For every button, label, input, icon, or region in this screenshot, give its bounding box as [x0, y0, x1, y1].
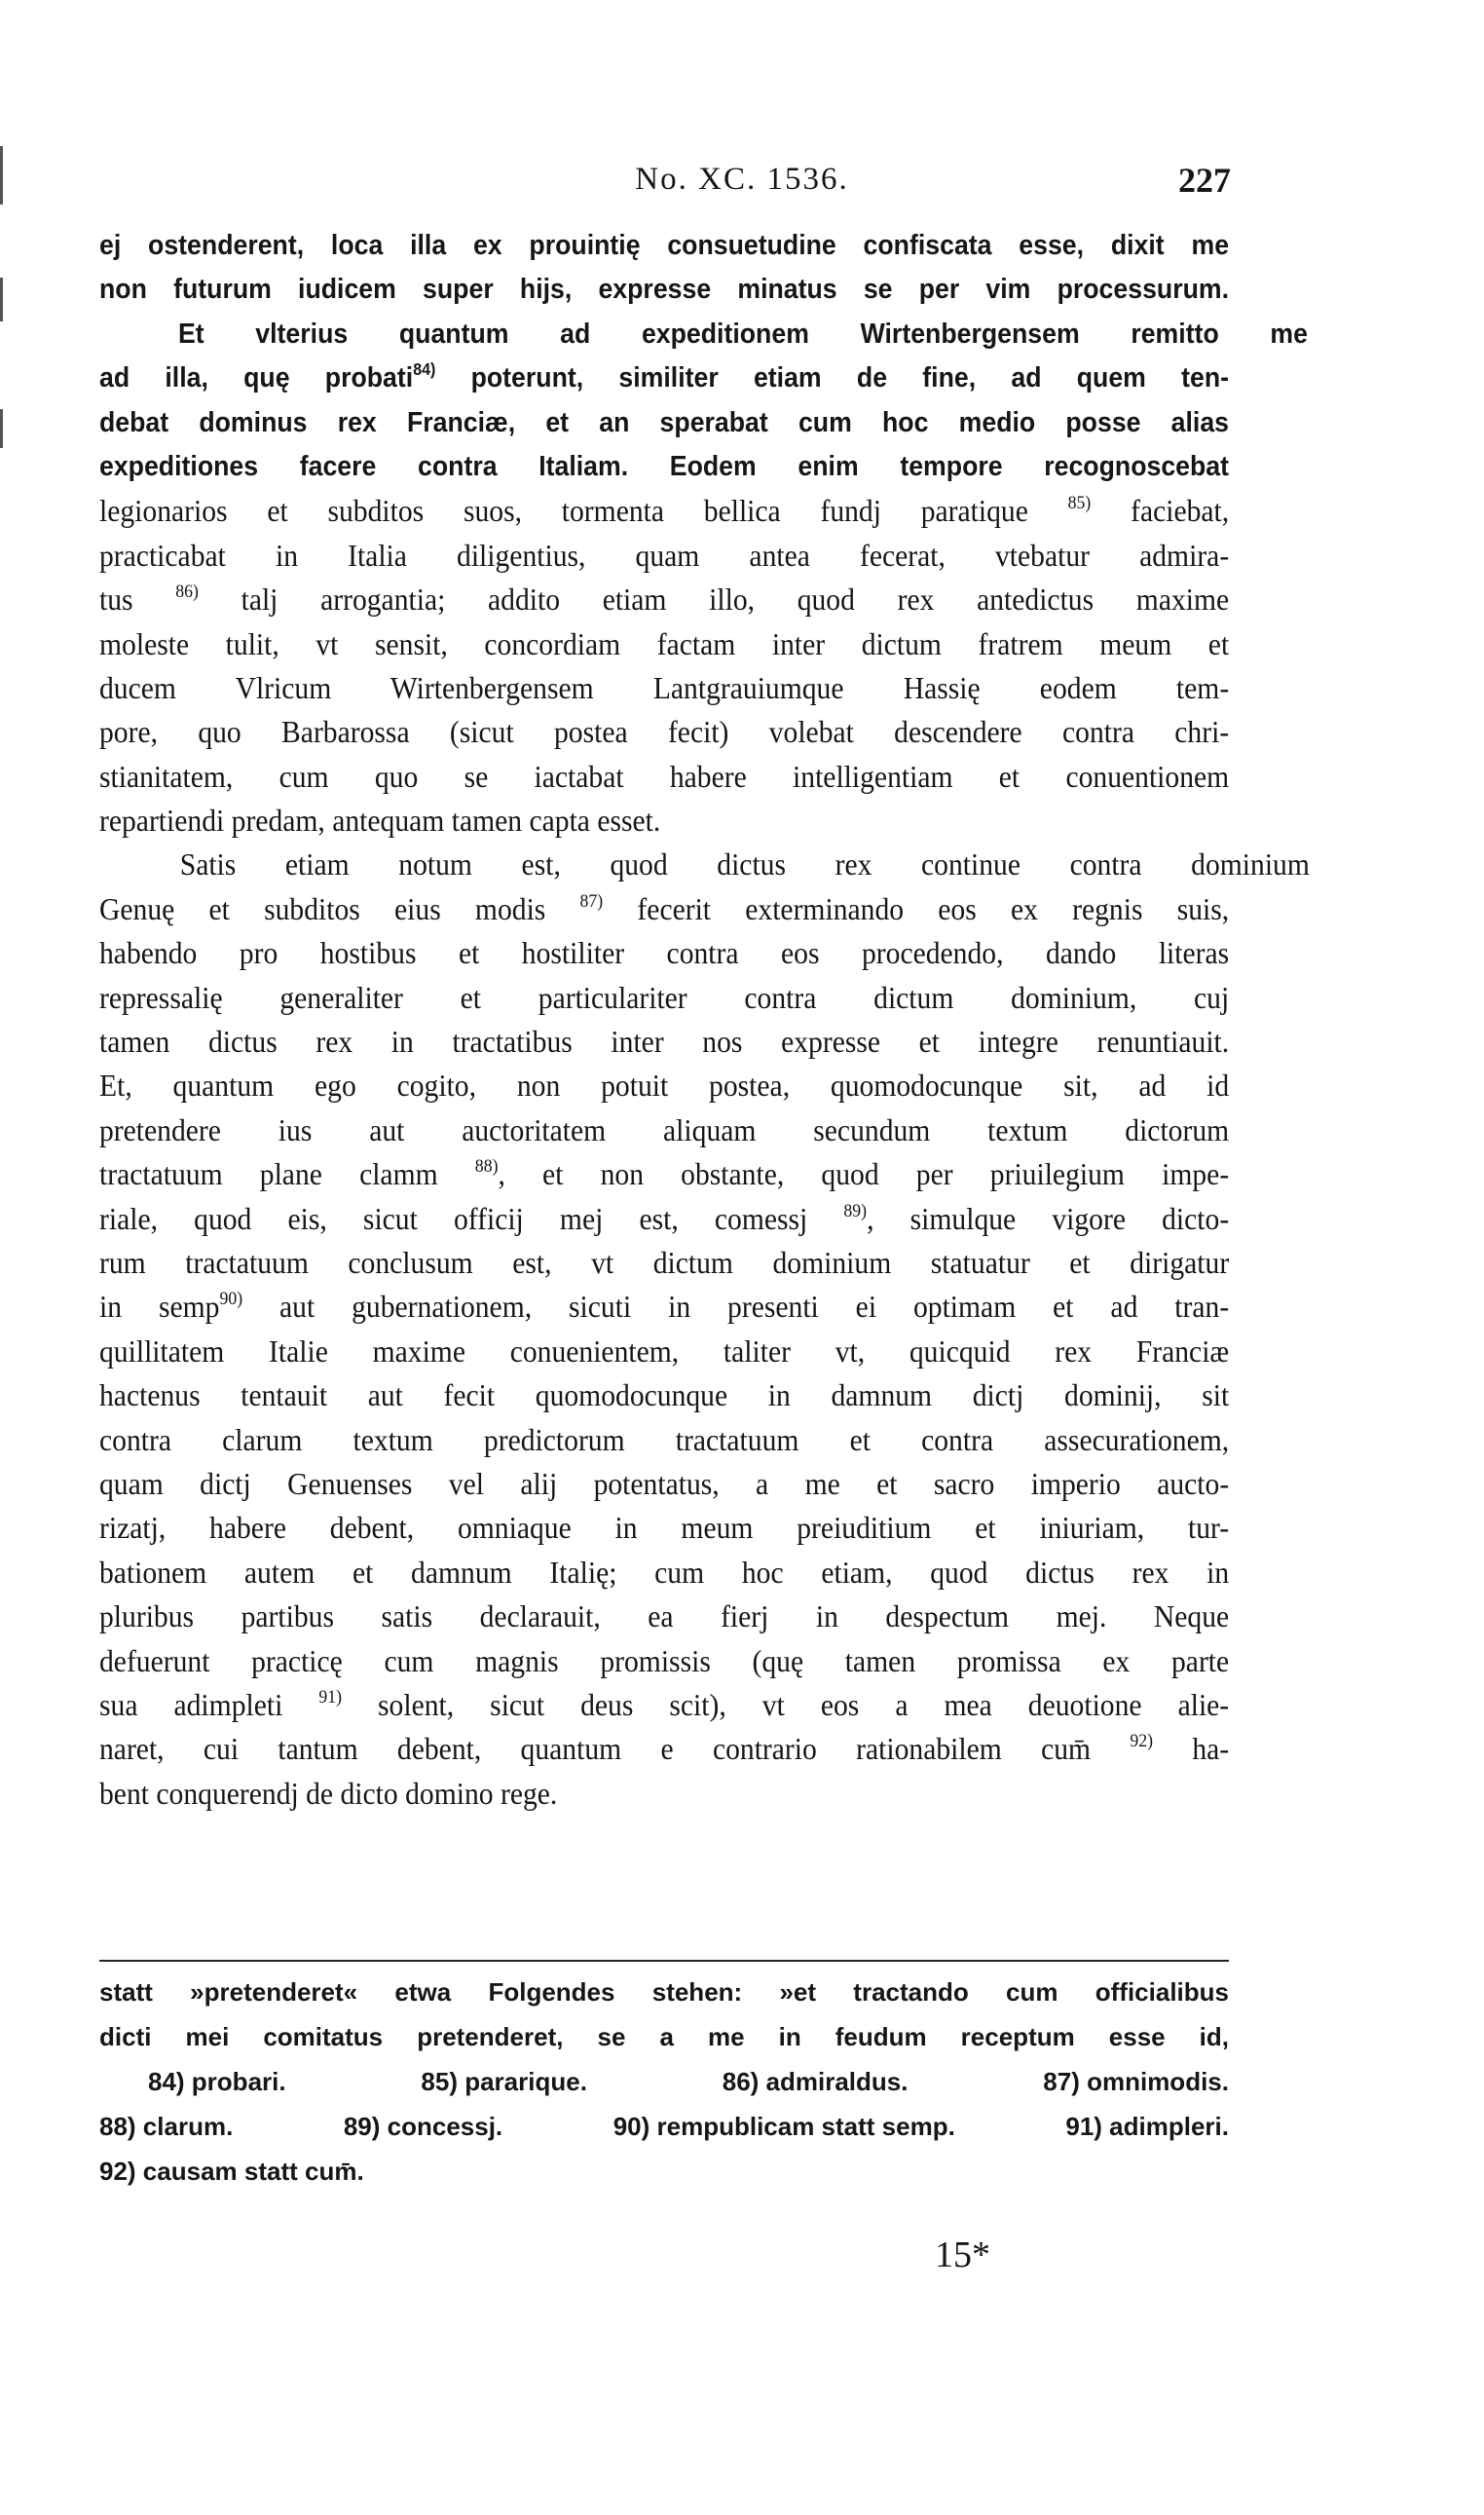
running-header — [0, 156, 1484, 214]
text-line: ad illa, quę probati$^{84)}$ poterunt, similiter etiam de fine, ad quem ten- — [99, 359, 1230, 394]
text-line: pluribus partibus satis declarauit, ea fierj in despectum mej. Neque — [99, 1599, 1230, 1634]
footnote-ref: 87) — [579, 890, 604, 912]
text-line: pore, quo Barbarossa (sicut postea fecit) volebat descendere contra chri- — [99, 715, 1230, 750]
footnote-rule — [99, 1960, 1229, 1962]
text-line: ej ostenderent, loca illa ex prouintię consuetudine confiscata esse, dixit me — [99, 230, 1230, 261]
text-line: in semp$^{90)}$ aut gubernationem, sicuti in presenti ei optimam et ad tran- — [99, 1289, 1230, 1325]
text-line: tus $^{86)}$ talj arrogantia; addito etiam illo, quod rex antedictus maxime — [99, 581, 1230, 618]
text-line: legionarios et subditos suos, tormenta bellica fundj paratique $^{85)}$ faciebat, — [99, 493, 1230, 529]
text-line: sua adimpleti $^{91)}$ solent, sicut deus scit), vt eos a mea deuotione alie- — [99, 1686, 1230, 1722]
footnote-84: 84) probari. — [148, 2067, 286, 2096]
footnote-89: 89) concessj. — [343, 2112, 503, 2141]
text-line: rum tractatuum conclusum est, vt dictum dominium statuatur et dirigatur — [99, 1245, 1230, 1280]
footnote-85: 85) pararique. — [421, 2067, 587, 2096]
footnote-ref: 92) — [1130, 1731, 1154, 1752]
text-line: moleste tulit, vt sensit, concordiam factam inter dictum fratrem meum et — [99, 626, 1230, 661]
text-line: contra clarum textum predictorum tractatuum et contra assecurationem, — [99, 1422, 1230, 1457]
footnote-90: 90) rempublicam statt semp. — [612, 2112, 955, 2141]
text-line: riale, quod eis, sicut officij mej est, comessj $^{89)}$, simulque vigore dicto- — [99, 1200, 1230, 1236]
text-line: Et vlterius quantum ad expeditionem Wirtenbergensem remitto me — [177, 318, 1308, 350]
text-line: expeditiones facere contra Italiam. Eodem enim tempore recognoscebat — [99, 450, 1230, 482]
bold-paragraph — [99, 224, 1308, 489]
text-line: Et, quantum ego cogito, non potuit postea, quomodocunque sit, ad id — [99, 1069, 1230, 1104]
footnote-ref: 91) — [318, 1686, 343, 1708]
text-line: tractatuum plane clamm $^{88)}$, et non obstante, quod per priuilegium impe- — [99, 1155, 1230, 1192]
text-line: repartiendi predam, antequam tamen capta esset. — [99, 804, 661, 839]
text-line: defuerunt practicę cum magnis promissis (quę tamen promissa ex parte — [99, 1643, 1230, 1678]
text-line: bent conquerendj de dicto domino rege. — [99, 1776, 558, 1811]
footnote-line: 92) causam statt cum̄. — [99, 2157, 364, 2186]
footnote-87: 87) omnimodis. — [1043, 2067, 1229, 2096]
text-line: quam dictj Genuenses vel alij potentatus, a me et sacro imperio aucto- — [99, 1466, 1230, 1501]
footnote-86: 86) admiraldus. — [722, 2067, 909, 2096]
main-text — [99, 224, 1310, 1816]
text-line: naret, cui tantum debent, quantum e contrario rationabilem cum̄ $^{92)}$ ha- — [99, 1731, 1230, 1767]
text-line: debat dominus rex Franciæ, et an sperabat cum hoc medio posse alias — [99, 406, 1230, 438]
footnote-line: statt »pretenderet« etwa Folgendes stehen: »et tractando cum officialibus — [99, 1977, 1229, 2007]
scan-edge-mark — [0, 409, 3, 448]
roman-paragraph — [99, 489, 1310, 1816]
footnote-ref: 90) — [219, 1289, 243, 1310]
footnote-line: dicti mei comitatus pretenderet, se a me in feudum receptum esse id, — [99, 2022, 1229, 2051]
footnote-ref: 84) — [413, 359, 436, 379]
footnote-line — [99, 2104, 1229, 2149]
signature-mark: 15* — [935, 2234, 990, 2275]
footnote-91: 91) adimpleri. — [1065, 2112, 1229, 2141]
text-line: ducem Vlricum Wirtenbergensem Lantgrauiumque Hassię eodem tem- — [99, 670, 1230, 705]
page-number: 227 — [1178, 161, 1231, 200]
text-line: habendo pro hostibus et hostiliter contra eos procedendo, dando literas — [99, 936, 1230, 971]
footnote-ref: 89) — [843, 1200, 868, 1221]
text-line: repressalię generaliter et particulariter contra dictum dominium, cuj — [99, 980, 1230, 1015]
text-line: Genuę et subditos eius modis $^{87)}$ fecerit exterminando eos ex regnis suis, — [99, 890, 1230, 926]
text-line: tamen dictus rex in tractatibus inter nos expresse et integre renuntiauit. — [99, 1025, 1230, 1060]
text-line: pretendere ius aut auctoritatem aliquam secundum textum dictorum — [99, 1112, 1230, 1147]
footnote-ref: 86) — [175, 581, 199, 602]
footnotes — [99, 1970, 1229, 2194]
text-line: non futurum iudicem super hijs, expresse minatus se per vim processurum. — [99, 274, 1230, 306]
text-line: hactenus tentauit aut fecit quomodocunque in damnum dictj dominij, sit — [99, 1378, 1230, 1413]
running-head: No. XC. 1536. — [635, 162, 849, 197]
footnote-line — [99, 2059, 1229, 2104]
scan-edge-mark — [0, 278, 3, 321]
text-line: bationem autem et damnum Italię; cum hoc etiam, quod dictus rex in — [99, 1555, 1230, 1590]
text-line: quillitatem Italie maxime conuenientem, taliter vt, quicquid rex Franciæ — [99, 1333, 1230, 1369]
footnote-88: 88) clarum. — [99, 2112, 234, 2141]
text-line: stianitatem, cum quo se iactabat habere intelligentiam et conuentionem — [99, 759, 1230, 794]
text-line: Satis etiam notum est, quod dictus rex continue contra dominium — [179, 847, 1310, 882]
footnote-ref: 88) — [474, 1155, 499, 1177]
text-line: practicabat in Italia diligentius, quam antea fecerat, vtebatur admira- — [99, 538, 1230, 573]
text-line: rizatj, habere debent, omniaque in meum preiuditium et iniuriam, tur- — [99, 1511, 1230, 1546]
footnote-ref: 85) — [1067, 493, 1092, 514]
